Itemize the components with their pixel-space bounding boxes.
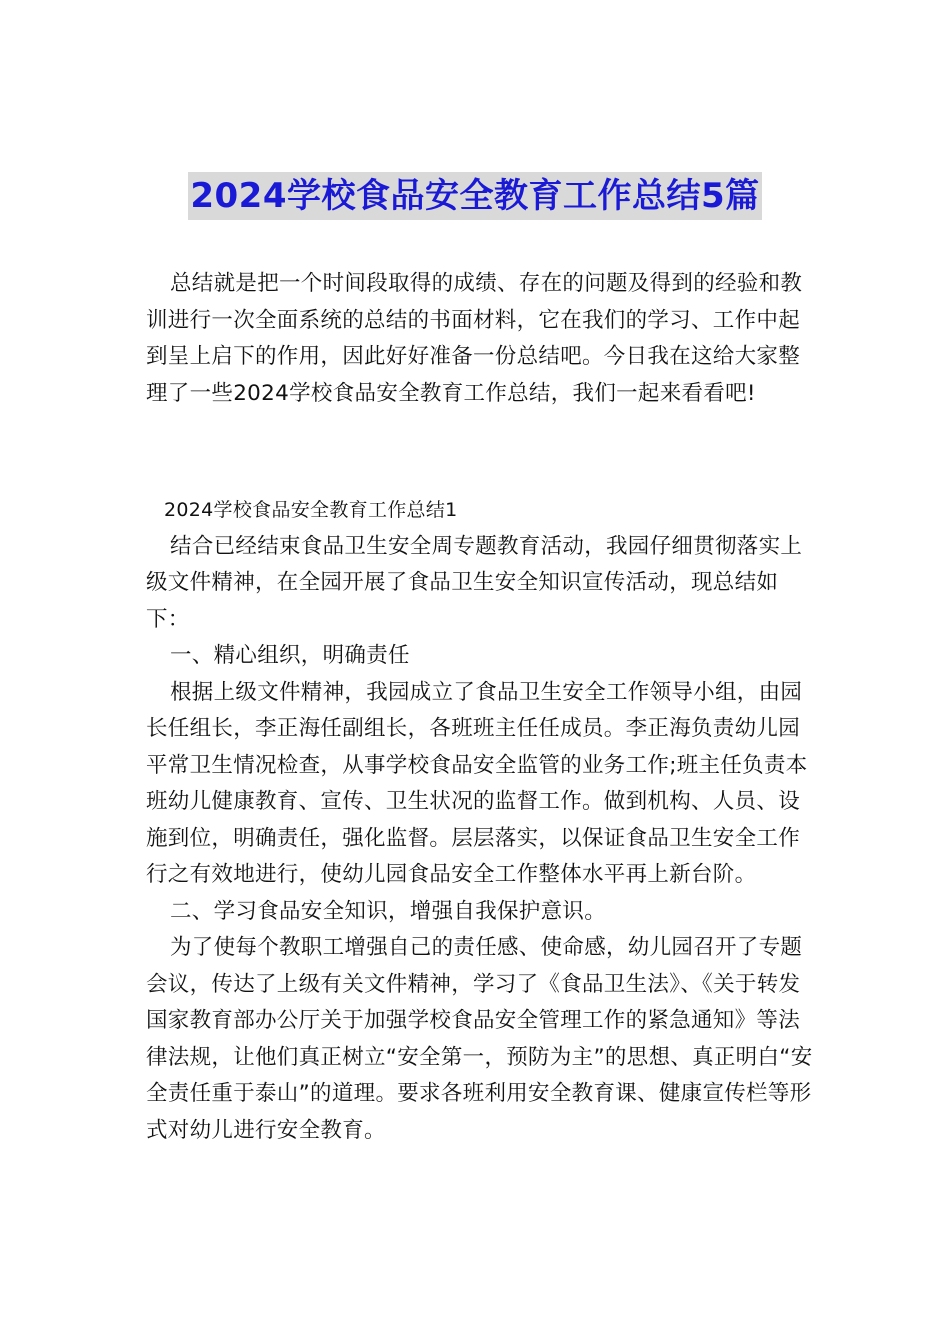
section-1 bbox=[146, 492, 814, 1149]
paragraph-2: 根据上级文件精神，我园成立了食品卫生安全工作领导小组，由园长任组长，李正海任副组长，各班班主任任成员。李正海负责幼儿园平常卫生情况检查，从事学校食品安全监管的业务工作;班主任负责本班幼儿健康教育、宣传、卫生状况的监督工作。做到机构、人员、设施到位，明确责任，强化监督。层层落实，以保证食品卫生安全工作行之有效地进行，使幼儿园食品安全工作整体水平再上新台阶。 bbox=[146, 679, 808, 887]
paragraph-3: 为了使每个教职工增强自己的责任感、使命感，幼儿园召开了专题会议，传达了上级有关文件精神，学习了《食品卫生法》、《关于转发国家教育部办公厅关于加强学校食品安全管理工作的紧急通知》等法律法规，让他们真正树立“安全第一，预防为主”的思想、真正明白“安全责任重于泰山”的道理。要求各班利用安全教育课、健康宣传栏等形式对幼儿进行安全教育。 bbox=[146, 935, 813, 1143]
subheading-2: 二、学习食品安全知识，增强自我保护意识。 bbox=[170, 898, 607, 924]
title-container bbox=[0, 172, 950, 220]
section-title: 2024学校食品安全教育工作总结1 bbox=[164, 499, 458, 521]
document-title: 2024学校食品安全教育工作总结5篇 bbox=[188, 172, 761, 220]
paragraph-1: 结合已经结束食品卫生安全周专题教育活动，我园仔细贯彻落实上级文件精神，在全园开展了食品卫生安全知识宣传活动，现总结如下： bbox=[146, 533, 803, 632]
intro-paragraph: 总结就是把一个时间段取得的成绩、存在的问题及得到的经验和教训进行一次全面系统的总结的书面材料，它在我们的学习、工作中起到呈上启下的作用，因此好好准备一份总结吧。今日我在这给大家整理了一些2024学校食品安全教育工作总结，我们一起来看看吧! bbox=[146, 271, 803, 406]
subheading-1: 一、精心组织，明确责任 bbox=[170, 643, 410, 668]
intro-block bbox=[146, 266, 814, 412]
